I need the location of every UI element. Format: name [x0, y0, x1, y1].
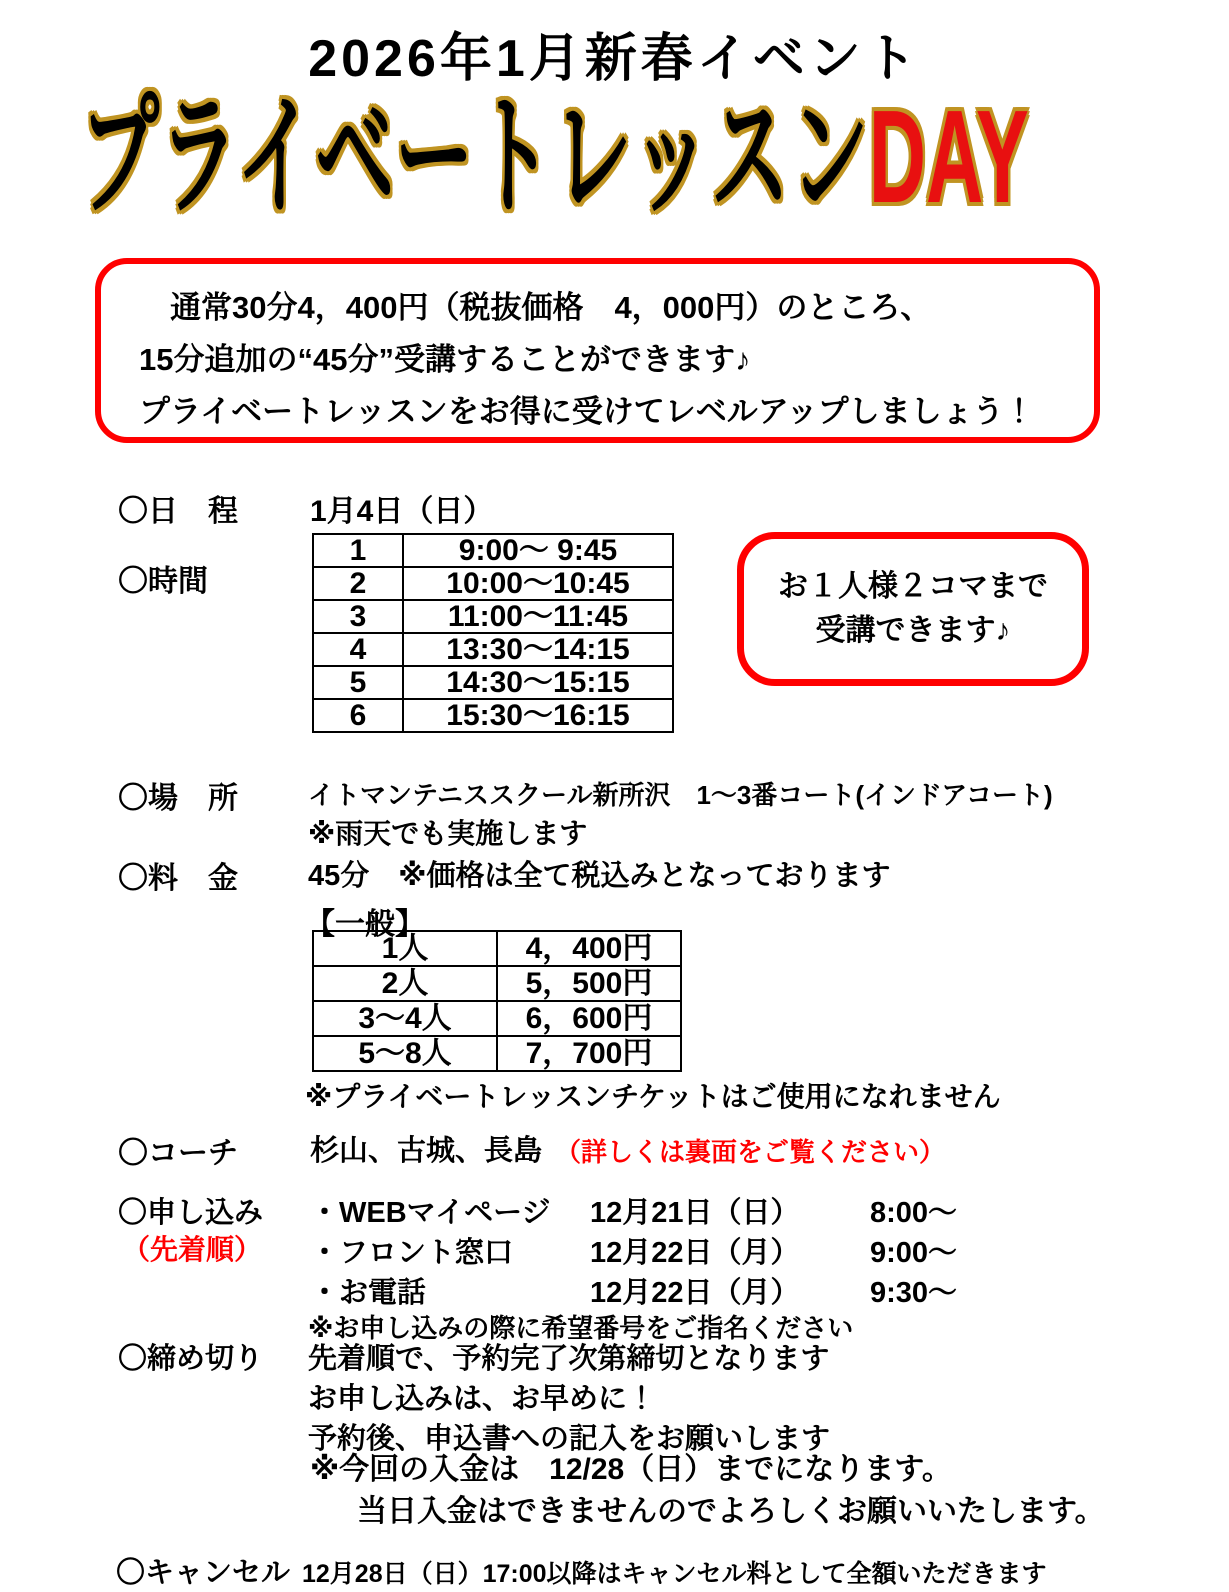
place-note: ※雨天でも実施します — [308, 818, 588, 849]
application-method: ・WEBマイページ — [310, 1197, 551, 1229]
price-row — [313, 1036, 681, 1071]
event-title-accent: DAY — [868, 83, 1029, 230]
application-row — [310, 1230, 1190, 1271]
place-value: イトマンテニススクール新所沢 1～3番コート(インドアコート) — [308, 780, 1053, 810]
slot-number-cell: 1 — [313, 534, 403, 567]
capacity-line-1: お１人様２コマまで — [778, 570, 1048, 603]
application-note: ※お申し込みの際に希望番号をご指名ください — [308, 1313, 854, 1343]
fee-category: 【一般】 — [305, 908, 425, 941]
price-cell: 4，400円 — [497, 931, 681, 966]
price-row — [313, 1001, 681, 1036]
time-table — [312, 533, 674, 733]
section-label-coach: 〇コーチ — [118, 1137, 238, 1170]
slot-number-cell: 5 — [313, 666, 403, 699]
section-label-application: 〇申し込み — [118, 1197, 264, 1229]
application-date: 12月22日（月） — [590, 1277, 800, 1309]
slot-number-cell: 2 — [313, 567, 403, 600]
section-label-schedule: 〇日 程 — [118, 495, 238, 528]
time-row — [313, 699, 673, 732]
price-cell: 6，600円 — [497, 1001, 681, 1036]
application-method: ・お電話 — [310, 1277, 427, 1309]
section-label-time: 〇時間 — [118, 565, 208, 598]
time-row — [313, 600, 673, 633]
price-table — [312, 930, 682, 1072]
fee-note: ※プライベートレッスンチケットはご使用になれません — [305, 1081, 1001, 1112]
application-time: 8:00～ — [870, 1197, 958, 1229]
application-time: 9:30～ — [870, 1277, 958, 1309]
time-row — [313, 633, 673, 666]
event-title — [80, 83, 1029, 230]
payment-note-line-1: ※今回の入金は 12/28（日）までになります。 — [310, 1453, 952, 1486]
price-row — [313, 931, 681, 966]
application-row — [310, 1190, 1190, 1231]
time-row — [313, 534, 673, 567]
people-cell: 5～8人 — [313, 1036, 497, 1071]
price-cell: 5，500円 — [497, 966, 681, 1001]
schedule-value: 1月4日（日） — [310, 495, 494, 528]
payment-note-line-2: 当日入金はできませんのでよろしくお願いいたします。 — [357, 1495, 1105, 1528]
time-row — [313, 567, 673, 600]
slot-time-cell: 13:30～14:15 — [403, 633, 673, 666]
promo-line-2: 15分追加の“45分”受講することができます♪ — [139, 342, 751, 377]
section-label-fee: 〇料 金 — [118, 862, 238, 895]
cancel-value: 12月28日（日）17:00以降はキャンセル料として全額いただきます — [302, 1560, 1047, 1588]
slot-time-cell: 11:00～11:45 — [403, 600, 673, 633]
people-cell: 2人 — [313, 966, 497, 1001]
fee-value: 45分 ※価格は全て税込みとなっております — [308, 860, 891, 892]
section-label-deadline: 〇締め切り — [118, 1343, 264, 1375]
capacity-line-2: 受講できます♪ — [815, 614, 1011, 647]
section-label-cancel: 〇キャンセル — [116, 1557, 291, 1589]
slot-time-cell: 14:30～15:15 — [403, 666, 673, 699]
promo-line-1: 通常30分4，400円（税抜価格 4，000円）のところ、 — [139, 290, 932, 325]
promo-box — [95, 258, 1100, 443]
event-subtitle: 2026年1月新春イベント — [308, 30, 921, 88]
application-row — [310, 1270, 1190, 1311]
application-method: ・フロント窓口 — [310, 1237, 514, 1269]
coach-names: 杉山、古城、長島 — [310, 1135, 543, 1167]
price-cell: 7，700円 — [497, 1036, 681, 1071]
slot-time-cell: 10:00～10:45 — [403, 567, 673, 600]
deadline-line-3: 予約後、申込書への記入をお願いします — [308, 1423, 831, 1455]
people-cell: 3～4人 — [313, 1001, 497, 1036]
event-title-main: プライベートレッスン — [80, 83, 869, 230]
application-date: 12月21日（日） — [590, 1197, 800, 1229]
slot-number-cell: 3 — [313, 600, 403, 633]
slot-time-cell: 15:30～16:15 — [403, 699, 673, 732]
deadline-line-2: お申し込みは、お早めに！ — [308, 1383, 657, 1415]
slot-number-cell: 4 — [313, 633, 403, 666]
people-cell: 1人 — [313, 931, 497, 966]
application-time: 9:00～ — [870, 1237, 958, 1269]
time-row — [313, 666, 673, 699]
slot-number-cell: 6 — [313, 699, 403, 732]
promo-line-3: プライベートレッスンをお得に受けてレベルアップしましょう！ — [139, 394, 1035, 429]
deadline-line-1: 先着順で、予約完了次第締切となります — [308, 1343, 830, 1375]
coach-note: （詳しくは裏面をご覧ください） — [555, 1137, 946, 1167]
application-order-note: （先着順） — [122, 1234, 263, 1265]
slot-time-cell: 9:00～ 9:45 — [403, 534, 673, 567]
price-row — [313, 966, 681, 1001]
application-date: 12月22日（月） — [590, 1237, 800, 1269]
capacity-note-box — [737, 532, 1089, 686]
section-label-place: 〇場 所 — [118, 782, 238, 815]
